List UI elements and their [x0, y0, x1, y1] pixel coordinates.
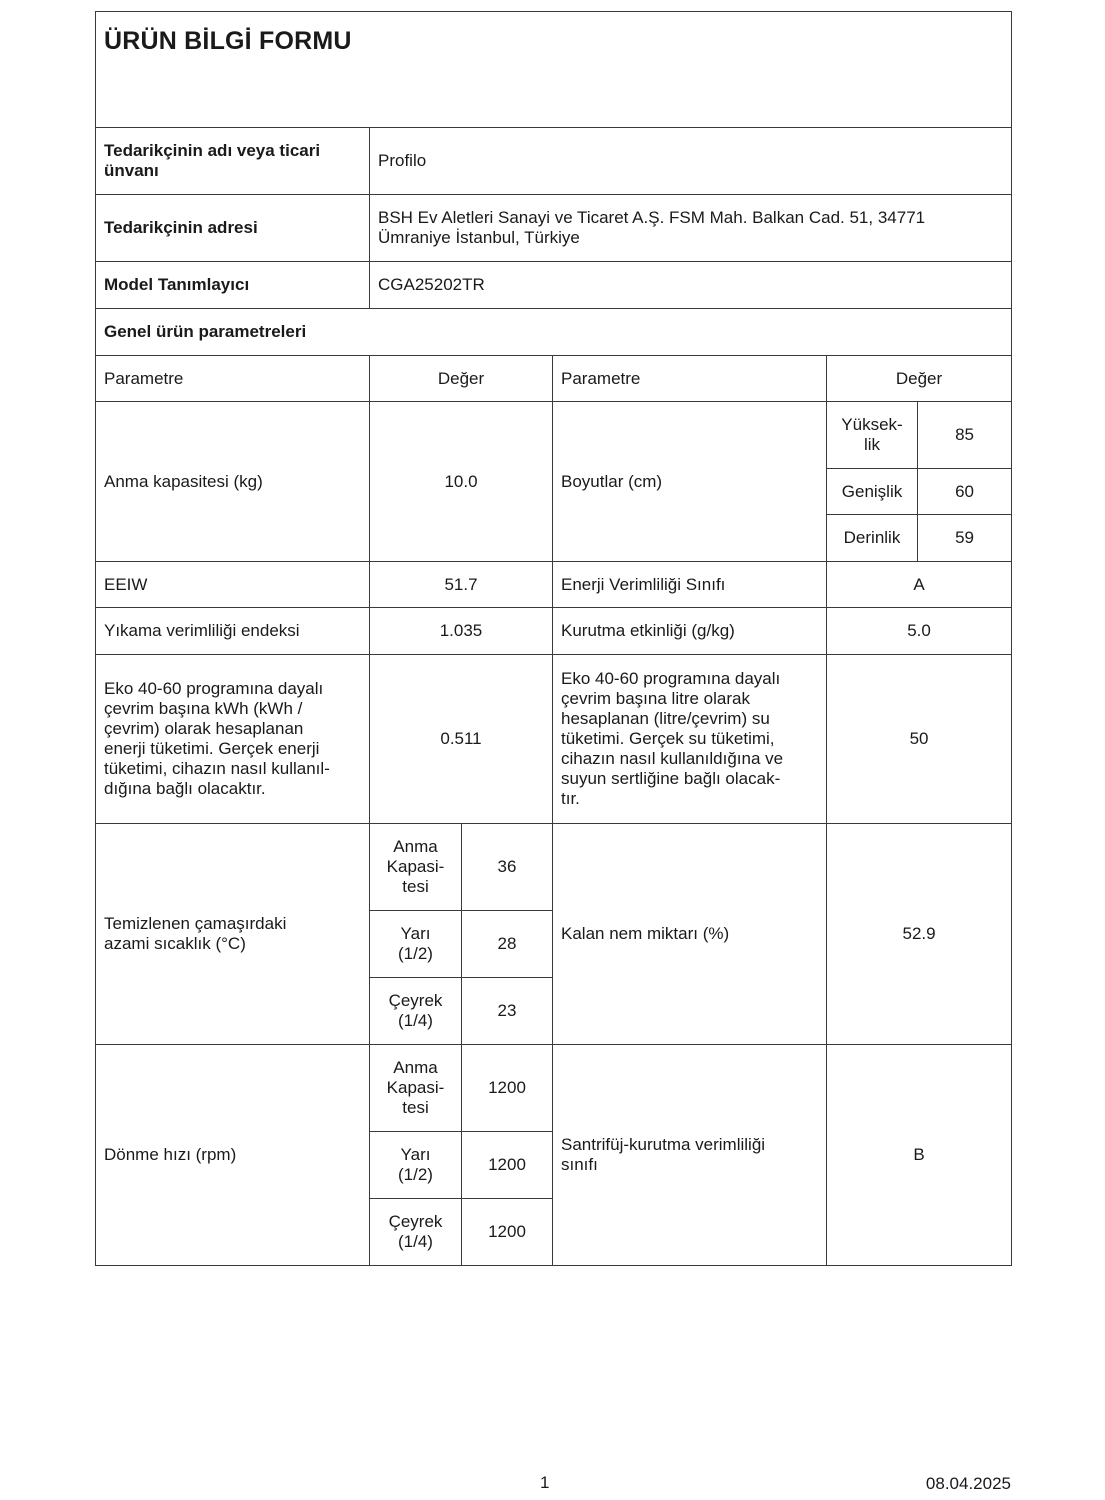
- moisture-label: Kalan nem miktarı (%): [553, 824, 827, 1045]
- energy-consumption-label: Eko 40-60 programına dayalı çevrim başına kWh (kWh / çevrim) olarak hesaplanan enerji tüketimi. Gerçek enerji tüketimi, cihazın nasıl kullanıl- dığına bağlı olacaktır.: [96, 655, 370, 824]
- width-value: 60: [918, 469, 1012, 515]
- supplier-name-row: [96, 128, 1012, 195]
- temp-rated-row: [96, 824, 1012, 911]
- capacity-label: Anma kapasitesi (kg): [96, 402, 370, 562]
- page-title: ÜRÜN BİLGİ FORMU: [104, 27, 352, 55]
- supplier-name-label: Tedarikçinin adı veya ticari ünvanı: [96, 128, 370, 195]
- temp-rated-label: Anma Kapasi- tesi: [370, 824, 462, 911]
- supplier-address-label: Tedarikçinin adresi: [96, 195, 370, 262]
- moisture-value: 52.9: [827, 824, 1012, 1045]
- depth-label: Derinlik: [827, 515, 918, 562]
- rinse-label: Kurutma etkinliği (g/kg): [553, 608, 827, 655]
- height-value: 85: [918, 402, 1012, 469]
- temp-half-value: 28: [462, 911, 553, 978]
- rinse-value: 5.0: [827, 608, 1012, 655]
- max-temp-label: Temizlenen çamaşırdaki azami sıcaklık (°C): [96, 824, 370, 1045]
- spin-rated-value: 1200: [462, 1045, 553, 1132]
- document-date: 08.04.2025: [925, 1474, 1011, 1493]
- header-value-1: Değer: [370, 356, 553, 402]
- height-label: Yüksek- lik: [827, 402, 918, 469]
- title-cell: [96, 12, 1012, 128]
- temp-half-label: Yarı (1/2): [370, 911, 462, 978]
- spin-quarter-value: 1200: [462, 1199, 553, 1266]
- spin-class-label: Santrifüj-kurutma verimliliği sınıfı: [553, 1045, 827, 1266]
- page-number: 1: [540, 1473, 550, 1492]
- spin-half-value: 1200: [462, 1132, 553, 1199]
- width-label: Genişlik: [827, 469, 918, 515]
- energy-class-label: Enerji Verimliliği Sınıfı: [553, 562, 827, 608]
- model-row: [96, 262, 1012, 309]
- spin-rated-row: [96, 1045, 1012, 1132]
- dimensions-label: Boyutlar (cm): [553, 402, 827, 562]
- eeiw-row: [96, 562, 1012, 608]
- temp-quarter-label: Çeyrek (1/4): [370, 978, 462, 1045]
- spin-label: Dönme hızı (rpm): [96, 1045, 370, 1266]
- header-value-2: Değer: [827, 356, 1012, 402]
- supplier-address-value: BSH Ev Aletleri Sanayi ve Ticaret A.Ş. FSM Mah. Balkan Cad. 51, 34771 Ümraniye İstanbul, Türkiye: [370, 195, 1012, 262]
- energy-consumption-value: 0.511: [370, 655, 553, 824]
- wash-index-label: Yıkama verimliliği endeksi: [96, 608, 370, 655]
- supplier-address-row: [96, 195, 1012, 262]
- spin-rated-label: Anma Kapasi- tesi: [370, 1045, 462, 1132]
- water-consumption-label: Eko 40-60 programına dayalı çevrim başına litre olarak hesaplanan (litre/çevrim) su tüketimi. Gerçek su tüketimi, cihazın nasıl kullanıldığına ve suyun sertliğine bağlı olacak- tır.: [553, 655, 827, 824]
- wash-index-value: 1.035: [370, 608, 553, 655]
- consumption-row: [96, 655, 1012, 824]
- section-row: [96, 309, 1012, 356]
- capacity-row: [96, 402, 1012, 469]
- water-consumption-value: 50: [827, 655, 1012, 824]
- depth-value: 59: [918, 515, 1012, 562]
- eeiw-value: 51.7: [370, 562, 553, 608]
- header-row: [96, 356, 1012, 402]
- spin-half-label: Yarı (1/2): [370, 1132, 462, 1199]
- model-value: CGA25202TR: [370, 262, 1012, 309]
- header-param-1: Parametre: [96, 356, 370, 402]
- spin-quarter-label: Çeyrek (1/4): [370, 1199, 462, 1266]
- model-label: Model Tanımlayıcı: [96, 262, 370, 309]
- supplier-name-value: Profilo: [370, 128, 1012, 195]
- header-param-2: Parametre: [553, 356, 827, 402]
- temp-rated-value: 36: [462, 824, 553, 911]
- eeiw-label: EEIW: [96, 562, 370, 608]
- section-title: Genel ürün parametreleri: [96, 309, 1012, 356]
- product-info-table: [95, 11, 1012, 1266]
- energy-class-value: A: [827, 562, 1012, 608]
- temp-quarter-value: 23: [462, 978, 553, 1045]
- wash-index-row: [96, 608, 1012, 655]
- spin-class-value: B: [827, 1045, 1012, 1266]
- capacity-value: 10.0: [370, 402, 553, 562]
